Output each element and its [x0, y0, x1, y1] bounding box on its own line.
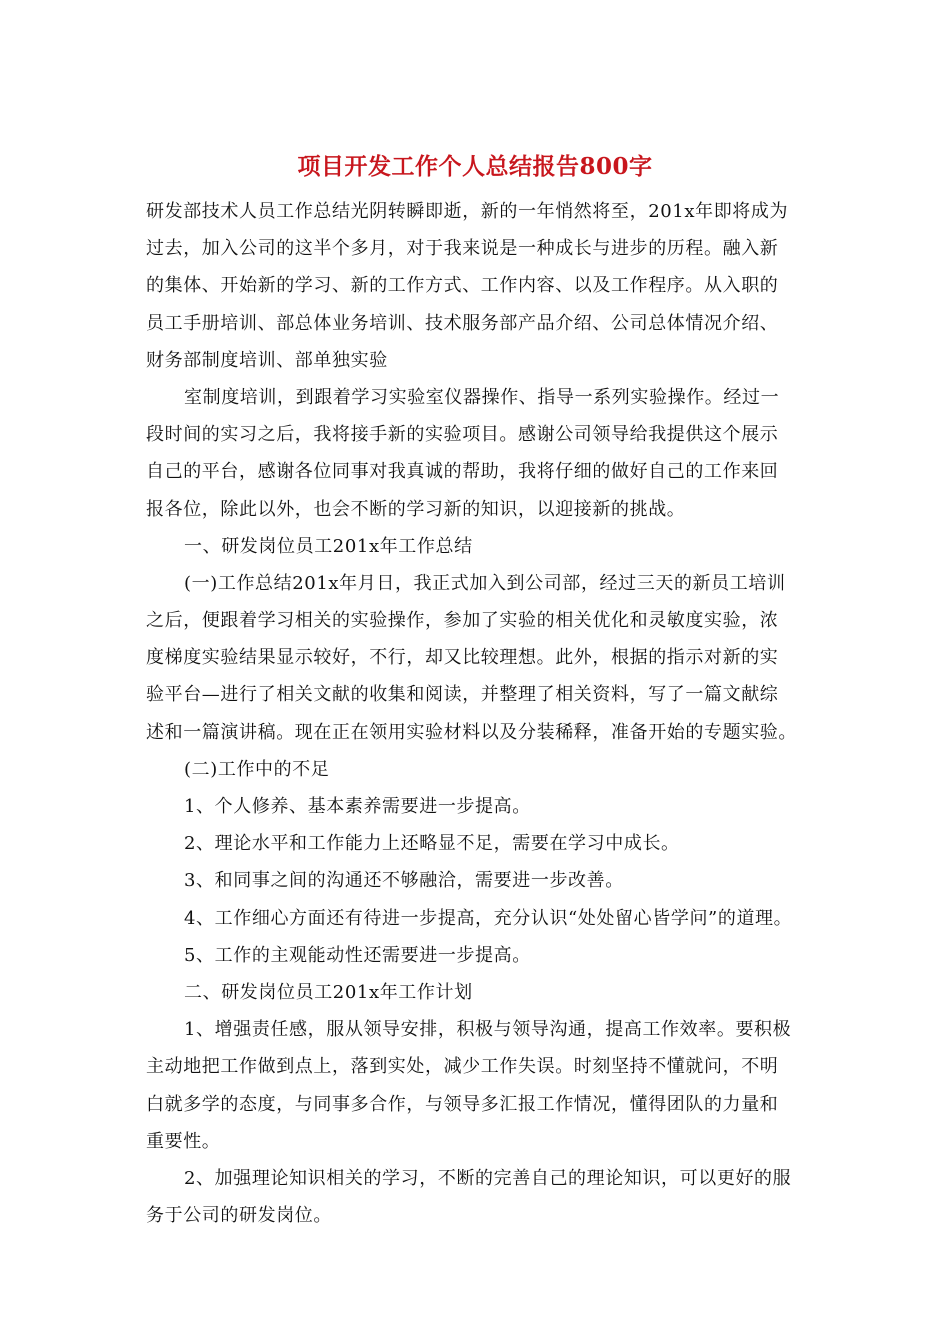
text-line: 财务部制度培训、部单独实验 [146, 349, 388, 371]
text-line: 度梯度实验结果显示较好，不行，却又比较理想。此外，根据的指示对新的实 [146, 647, 779, 669]
text-line: 务于公司的研发岗位。 [146, 1205, 332, 1227]
text-line: 研发部技术人员工作总结光阴转瞬即逝，新的一年悄然将至，201x年即将成为 [146, 201, 789, 222]
text-line: 1、增强责任感，服从领导安排，积极与领导沟通，提高工作效率。要积极 [184, 1019, 792, 1041]
document-body [146, 193, 826, 1234]
text-line: 室制度培训，到跟着学习实验室仪器操作、指导一系列实验操作。经过一 [184, 386, 780, 408]
text-line: 段时间的实习之后，我将接手新的实验项目。感谢公司领导给我提供这个展示 [146, 424, 779, 446]
text-line: 1、个人修养、基本素养需要进一步提高。 [184, 796, 531, 817]
text-line: 主动地把工作做到点上，落到实处，减少工作失误。时刻坚持不懂就问，不明 [146, 1056, 779, 1078]
text-line: 2、理论水平和工作能力上还略显不足，需要在学习中成长。 [184, 833, 680, 855]
text-line: 的集体、开始新的学习、新的工作方式、工作内容、以及工作程序。从入职的 [146, 275, 779, 297]
text-line: 白就多学的态度，与同事多合作，与领导多汇报工作情况，懂得团队的力量和 [146, 1093, 779, 1115]
text-line: 5、工作的主观能动性还需要进一步提高。 [184, 944, 531, 966]
document-title: 项目开发工作个人总结报告800字 [297, 153, 653, 180]
text-line: 报各位，除此以外，也会不断的学习新的知识，以迎接新的挑战。 [146, 498, 686, 520]
text-line: 员工手册培训、部总体业务培训、技术服务部产品介绍、公司总体情况介绍、 [146, 312, 779, 334]
text-line: 二、研发岗位员工201x年工作计划 [184, 981, 473, 1003]
text-line: 验平台—进行了相关文献的收集和阅读，并整理了相关资料，写了一篇文献综 [146, 684, 779, 706]
text-line: 自己的平台，感谢各位同事对我真诚的帮助，我将仔细的做好自己的工作来回 [146, 461, 779, 483]
text-line: 一、研发岗位员工201x年工作总结 [184, 535, 473, 557]
text-line: (一)工作总结201x年月日，我正式加入到公司部，经过三天的新员工培训 [184, 572, 786, 594]
text-line: 述和一篇演讲稿。现在正在领用实验材料以及分装稀释，准备开始的专题实验。 [146, 721, 797, 743]
text-line: 过去，加入公司的这半个多月，对于我来说是一种成长与进步的历程。融入新 [146, 238, 779, 260]
text-line: 4、工作细心方面还有待进一步提高，充分认识“处处留心皆学问”的道理。 [184, 907, 793, 929]
text-line: 2、加强理论知识相关的学习，不断的完善自己的理论知识，可以更好的服 [184, 1167, 792, 1189]
text-line: (二)工作中的不足 [184, 758, 330, 780]
text-line: 重要性。 [146, 1130, 221, 1152]
text-line: 3、和同事之间的沟通还不够融洽，需要进一步改善。 [184, 870, 624, 892]
text-line: 之后，便跟着学习相关的实验操作，参加了实验的相关优化和灵敏度实验，浓 [146, 610, 779, 632]
